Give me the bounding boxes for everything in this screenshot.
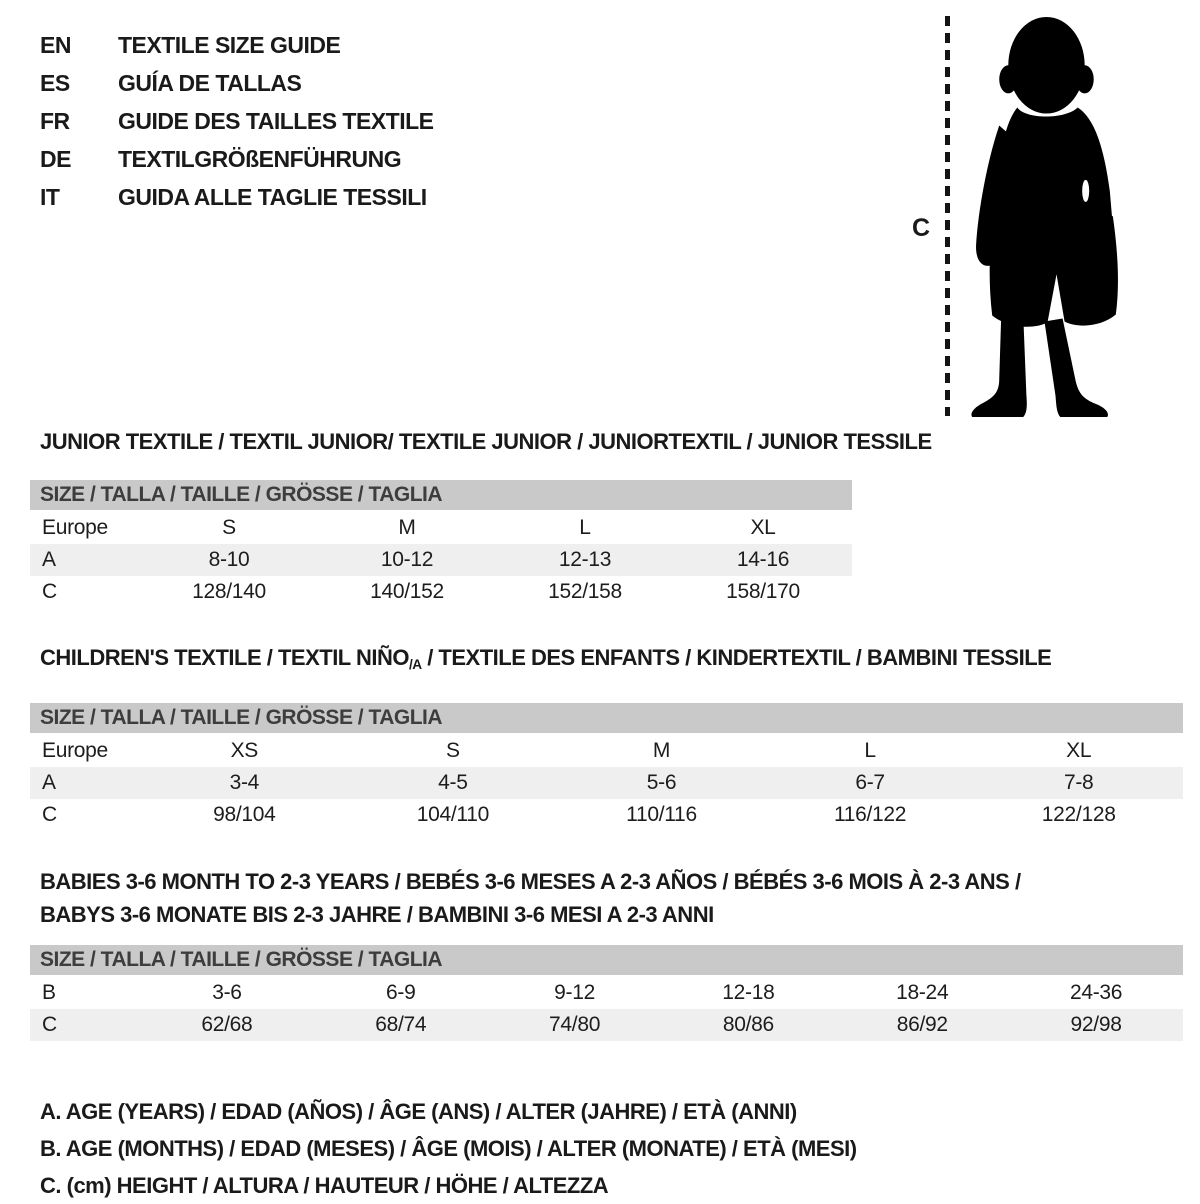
measure-label-cell: C	[42, 580, 57, 603]
size-header-bar: SIZE / TALLA / TAILLE / GRÖSSE / TAGLIA	[30, 945, 1183, 975]
height-dashed-line-icon	[945, 16, 950, 416]
region-label-cell: Europe	[42, 738, 108, 762]
language-row	[40, 28, 434, 66]
measure-label-cell: C	[42, 802, 57, 826]
section-title-line	[40, 646, 1183, 677]
language-label: GUIDE DES TAILLES TEXTILE	[118, 108, 434, 134]
value-cell: 80/86	[661, 1009, 835, 1041]
value-cell: 24-36	[1069, 980, 1123, 1004]
value-cell: 116/122	[833, 802, 907, 826]
babies-textile-title	[40, 865, 1183, 931]
legend-line: A. AGE (YEARS) / EDAD (AÑOS) / ÂGE (ANS) / ALTER (JAHRE) / ETÀ (ANNI)	[40, 1098, 797, 1124]
value-cell: 9-12	[554, 980, 595, 1004]
value-cell: 8-10	[140, 544, 318, 576]
size-tables	[30, 430, 1183, 1204]
language-label: GUIDA ALLE TAGLIE TESSILI	[118, 184, 427, 210]
section-title-line	[40, 898, 1183, 931]
value-cell: 152/158	[548, 580, 622, 603]
value-cell: 92/98	[1009, 1009, 1183, 1041]
language-label: GUÍA DE TALLAS	[118, 70, 302, 96]
value-cell: 158/170	[726, 580, 800, 603]
size-header-row	[30, 512, 852, 544]
value-cell: 4-5	[349, 767, 558, 799]
legend	[40, 1093, 1183, 1204]
legend-line: C. (cm) HEIGHT / ALTURA / HAUTEUR / HÖHE / ALTEZZA	[40, 1172, 609, 1198]
measure-row	[30, 1009, 1183, 1041]
measure-label-cell: A	[30, 544, 140, 576]
value-cell: 140/152	[370, 580, 444, 603]
language-row	[40, 142, 434, 180]
language-code: ES	[40, 70, 70, 96]
region-label-cell: Europe	[42, 516, 108, 539]
junior-textile-section	[30, 430, 1183, 608]
measure-row	[30, 799, 1183, 831]
size-label-cell: S	[446, 738, 460, 762]
measure-row	[30, 544, 852, 576]
size-label-cell: L	[864, 738, 876, 762]
size-header-bar: SIZE / TALLA / TAILLE / GRÖSSE / TAGLIA	[30, 703, 1183, 733]
language-label: TEXTILE SIZE GUIDE	[118, 32, 341, 58]
language-code: IT	[40, 184, 60, 210]
value-cell: 6-7	[766, 767, 975, 799]
section-title-line	[40, 430, 1183, 454]
section-title-text: BABIES 3-6 MONTH TO 2-3 YEARS / BEBÉS 3-6 MESES A 2-3 AÑOS / BÉBÉS 3-6 MOIS À 2-3 ANS /	[40, 868, 1021, 894]
value-cell: 128/140	[192, 580, 266, 603]
value-cell: 110/116	[626, 802, 697, 826]
size-label-cell: L	[579, 516, 591, 539]
language-code: FR	[40, 108, 70, 134]
language-row	[40, 180, 434, 218]
value-cell: 5-6	[557, 767, 766, 799]
value-cell: 3-4	[140, 767, 349, 799]
value-cell: 3-6	[212, 980, 242, 1004]
value-cell: 12-13	[496, 544, 674, 576]
value-cell: 12-18	[722, 980, 775, 1004]
childrens-textile-title	[40, 646, 1183, 677]
language-list	[40, 28, 434, 218]
junior-textile-table	[30, 512, 852, 608]
size-label-cell: XL	[1066, 738, 1092, 762]
section-title-text: CHILDREN'S TEXTILE / TEXTIL NIÑO	[40, 645, 409, 670]
size-label-cell: S	[222, 516, 236, 539]
size-label-cell: M	[398, 516, 416, 539]
value-cell: 18-24	[896, 980, 949, 1004]
value-cell: 14-16	[674, 544, 852, 576]
measure-label-cell: A	[30, 767, 140, 799]
language-code: DE	[40, 146, 71, 172]
value-cell: 86/92	[835, 1009, 1009, 1041]
height-measure-label: C	[912, 214, 931, 242]
measure-label-cell: C	[30, 1009, 140, 1041]
section-title-text: BABYS 3-6 MONATE BIS 2-3 JAHRE / BAMBINI 3-6 MESI A 2-3 ANNI	[40, 901, 714, 927]
childrens-textile-section	[30, 646, 1183, 831]
section-title-text: /A	[408, 656, 422, 672]
babies-textile-table	[30, 977, 1183, 1041]
language-code: EN	[40, 32, 71, 58]
language-label: TEXTILGRÖßENFÜHRUNG	[118, 146, 402, 172]
size-label-cell: XL	[750, 516, 776, 539]
value-cell: 68/74	[314, 1009, 488, 1041]
size-label-cell: M	[652, 738, 671, 762]
junior-textile-title	[40, 430, 1183, 454]
measure-row	[30, 977, 1183, 1009]
section-title-text: / TEXTILE DES ENFANTS / KINDERTEXTIL / BAMBINI TESSILE	[421, 645, 1052, 670]
measure-label-cell: B	[42, 980, 56, 1004]
value-cell: 7-8	[974, 767, 1183, 799]
section-title-text: JUNIOR TEXTILE / TEXTIL JUNIOR/ TEXTILE JUNIOR / JUNIORTEXTIL / JUNIOR TESSILE	[40, 429, 932, 454]
measure-row	[30, 767, 1183, 799]
language-row	[40, 66, 434, 104]
size-header-row	[30, 735, 1183, 767]
value-cell: 62/68	[140, 1009, 314, 1041]
language-row	[40, 104, 434, 142]
section-title-line	[40, 865, 1183, 898]
childrens-textile-table	[30, 735, 1183, 831]
value-cell: 98/104	[213, 802, 276, 826]
measure-row	[30, 576, 852, 608]
value-cell: 104/110	[416, 802, 490, 826]
value-cell: 10-12	[318, 544, 496, 576]
legend-line: B. AGE (MONTHS) / EDAD (MESES) / ÂGE (MOIS) / ALTER (MONATE) / ETÀ (MESI)	[40, 1135, 857, 1161]
size-label-cell: XS	[230, 738, 258, 762]
toddler-silhouette-icon	[963, 15, 1138, 417]
size-header-bar: SIZE / TALLA / TAILLE / GRÖSSE / TAGLIA	[30, 480, 852, 510]
value-cell: 6-9	[386, 980, 416, 1004]
value-cell: 74/80	[488, 1009, 662, 1041]
value-cell: 122/128	[1041, 802, 1116, 826]
babies-textile-section	[30, 865, 1183, 1041]
